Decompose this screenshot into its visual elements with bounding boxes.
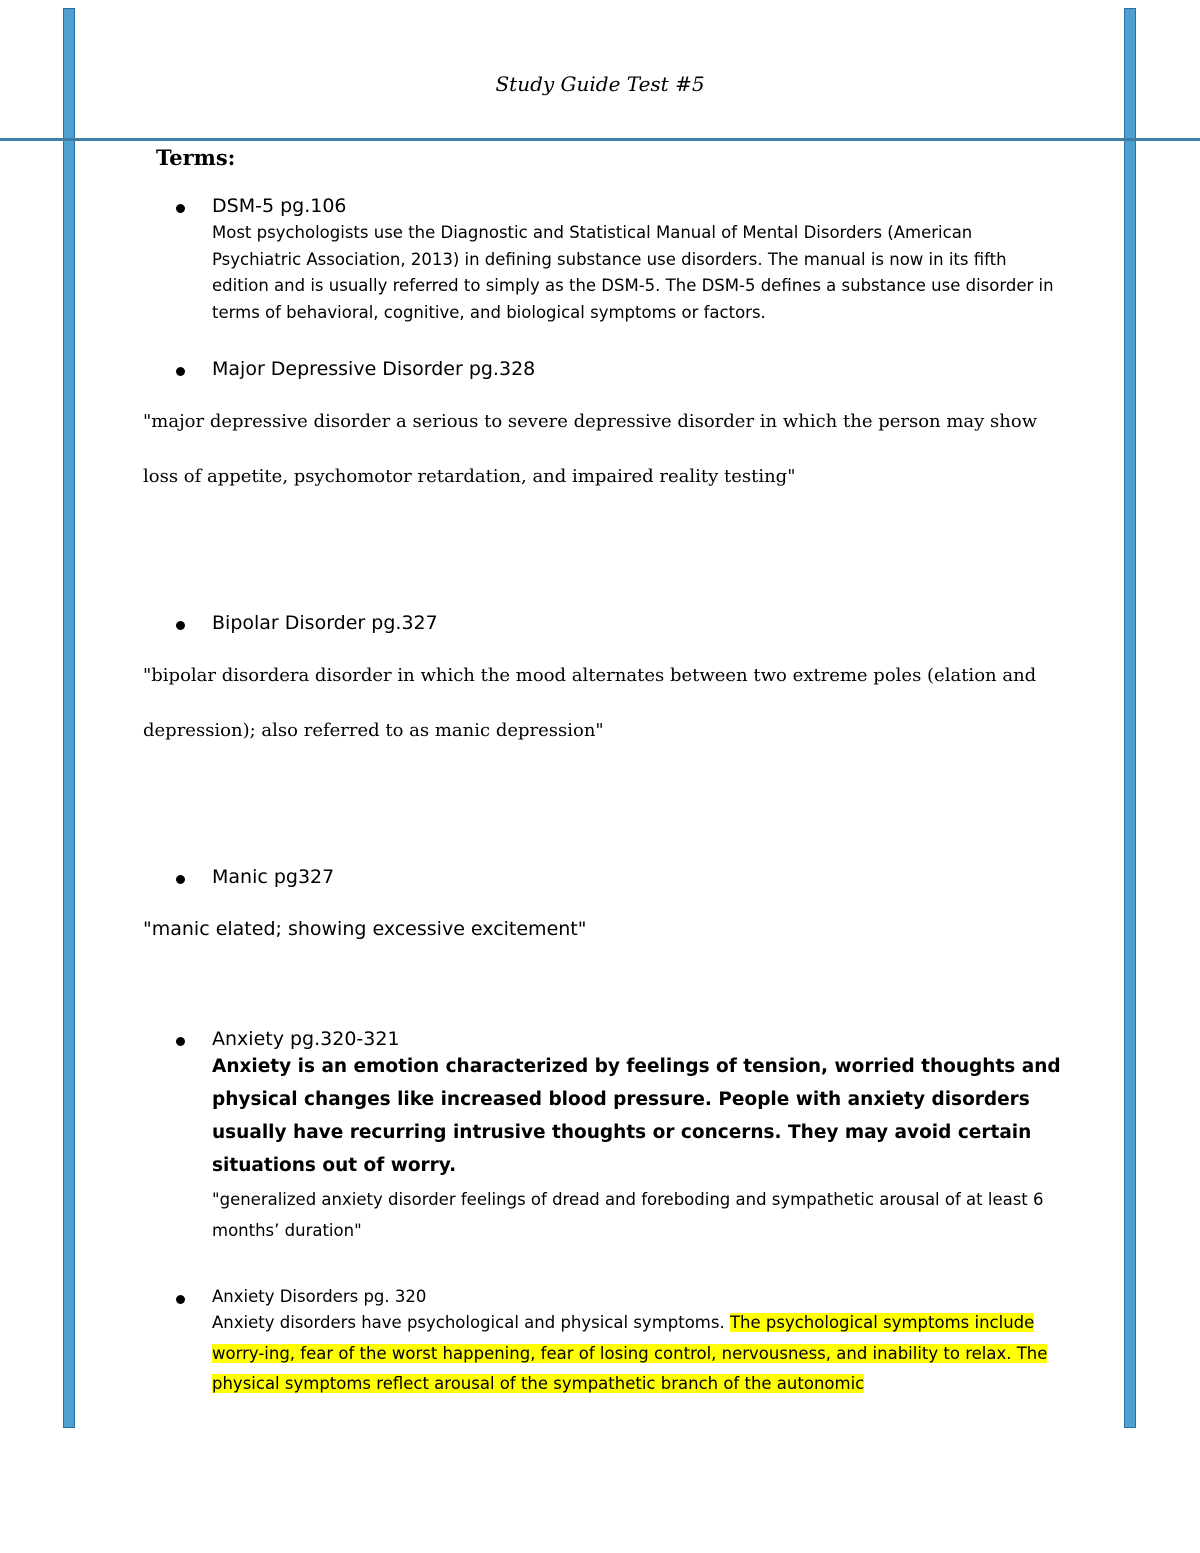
page-border-right: [1124, 8, 1136, 1428]
bullet-icon: [176, 204, 185, 213]
bullet-icon: [176, 367, 185, 376]
term-title: Bipolar Disorder pg.327: [212, 612, 438, 634]
term-bipolar: [212, 612, 1062, 634]
bullet-icon: [176, 1037, 185, 1046]
term-definition: [212, 1308, 1062, 1400]
term-manic: [212, 866, 1062, 888]
term-major-depressive: [212, 358, 1062, 380]
term-title: Anxiety pg.320-321: [212, 1028, 400, 1050]
definition-plain: Anxiety disorders have psychological and physical symptoms.: [212, 1313, 730, 1332]
term-anxiety-disorders: [212, 1287, 1062, 1400]
term-definition: Most psychologists use the Diagnostic and Statistical Manual of Mental Disorders (American Psychiatric Association, 2013) in defining substance use disorders. The manual is now in its fifth edition and is usually referred to simply as the DSM-5. The DSM-5 defines a substance use disorder in terms of behavioral, cognitive, and biological symptoms or factors.: [212, 223, 1054, 322]
term-anxiety: [212, 1028, 1062, 1246]
definition-highlight: The psychological symptoms include worry-ing, fear of the worst happening, fear of losing control, nervousness, and inability to relax. The physical symptoms reflect arousal of the sympathetic branch of the autonomic: [212, 1313, 1048, 1393]
term-definition-major-depressive: "major depressive disorder a serious to severe depressive disorder in which the person may show loss of appetite, psychomotor retardation, and impaired reality testing": [143, 411, 1038, 487]
term-dsm5: [212, 195, 1062, 326]
bullet-icon: [176, 1295, 185, 1304]
page-title: Study Guide Test #5: [495, 72, 705, 96]
page-border-left: [63, 8, 75, 1428]
term-title: Manic pg327: [212, 866, 335, 888]
term-title: Major Depressive Disorder pg.328: [212, 358, 536, 380]
bullet-icon: [176, 875, 185, 884]
term-definition-bipolar: "bipolar disordera disorder in which the mood alternates between two extreme poles (elation and depression); also referred to as manic depression": [143, 665, 1037, 741]
term-title: DSM-5 pg.106: [212, 195, 347, 217]
term-definition: Anxiety is an emotion characterized by feelings of tension, worried thoughts and physical changes like increased blood pressure. People with anxiety disorders usually have recurring intrusive thoughts or concerns. They may avoid certain situations out of worry.: [212, 1056, 1061, 1176]
term-definition-manic: "manic elated; showing excessive excitement": [143, 918, 587, 940]
term-title: Anxiety Disorders pg. 320: [212, 1287, 427, 1306]
term-gad-quote: "generalized anxiety disorder feelings of dread and foreboding and sympathetic arousal of at least 6 months’ duration": [212, 1190, 1044, 1240]
bullet-icon: [176, 621, 185, 630]
header-divider: [0, 138, 1200, 141]
terms-heading: Terms:: [156, 145, 236, 170]
